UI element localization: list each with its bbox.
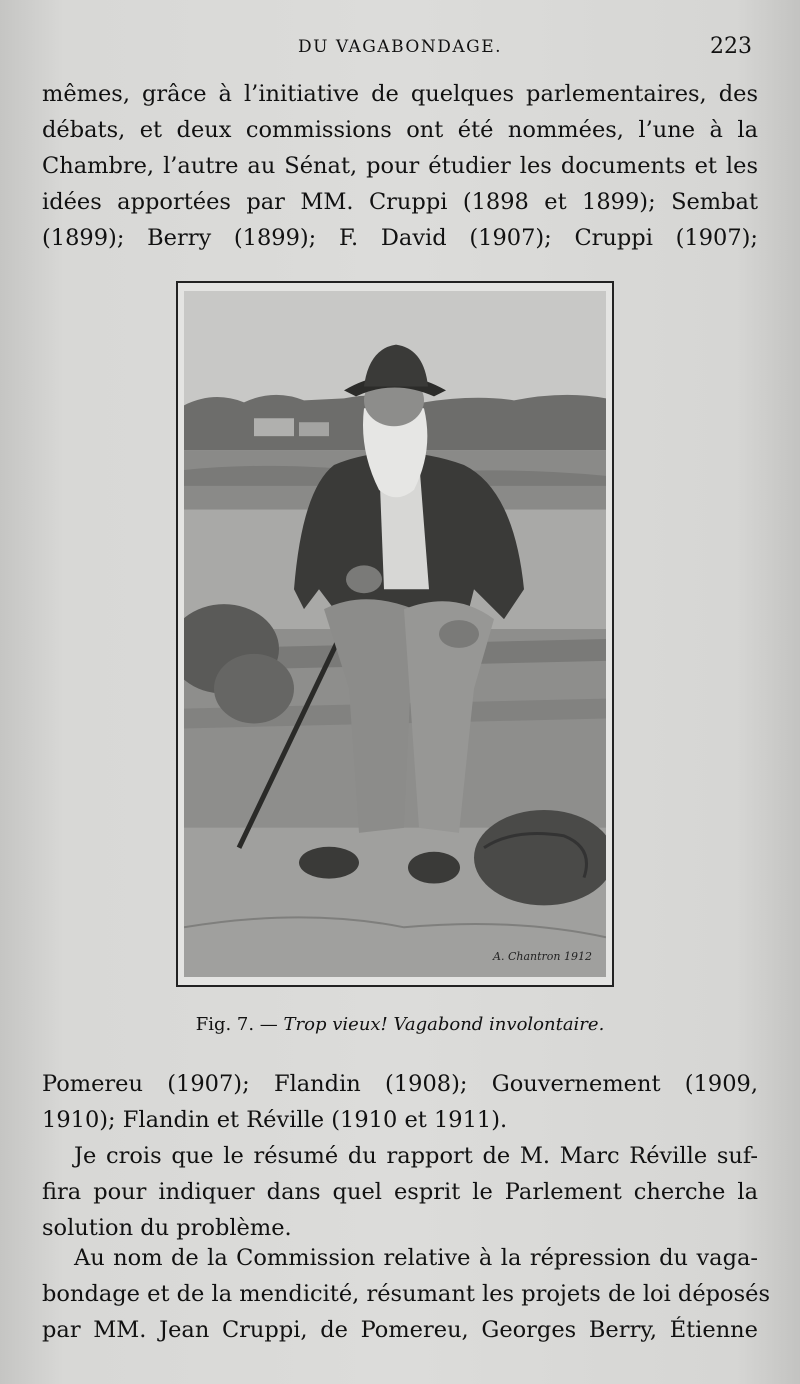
page-number: 223 bbox=[710, 34, 752, 59]
text-line: bondage et de la mendicité, résumant les projets de loi déposés bbox=[42, 1281, 770, 1307]
bottom-paragraph-1 bbox=[42, 1066, 758, 1138]
bottom-paragraph-2 bbox=[42, 1138, 758, 1246]
figure-caption bbox=[0, 1014, 800, 1035]
text-line: fira pour indiquer dans quel esprit le Parlement cherche la bbox=[42, 1179, 758, 1205]
text-line: Pomereu (1907); Flandin (1908); Gouvernement (1909, bbox=[42, 1071, 758, 1097]
bottom-paragraph-3 bbox=[42, 1240, 770, 1348]
vagabond-illustration bbox=[184, 291, 606, 977]
caption-prefix: Fig. 7. — bbox=[195, 1014, 284, 1035]
text-line: Je crois que le résumé du rapport de M. Marc Réville suf- bbox=[74, 1143, 758, 1169]
text-line: Au nom de la Commission relative à la répression du vaga- bbox=[74, 1245, 758, 1271]
text-line: débats, et deux commissions ont été nommées, l’une à la bbox=[42, 117, 758, 143]
top-paragraph bbox=[42, 76, 758, 256]
text-line: 1910); Flandin et Réville (1910 et 1911). bbox=[42, 1107, 508, 1133]
running-title: DU VAGABONDAGE. bbox=[297, 37, 503, 57]
text-line: (1899); Berry (1899); F. David (1907); Cruppi (1907); bbox=[42, 225, 758, 251]
engraving-image bbox=[184, 291, 606, 977]
text-line: mêmes, grâce à l’initiative de quelques parlementaires, des bbox=[42, 81, 758, 107]
artist-signature: A. Chantron 1912 bbox=[493, 950, 592, 963]
figure-frame bbox=[176, 281, 614, 987]
text-line: Chambre, l’autre au Sénat, pour étudier les documents et les bbox=[42, 153, 758, 179]
text-line: par MM. Jean Cruppi, de Pomereu, Georges Berry, Étienne bbox=[42, 1317, 758, 1343]
caption-text: Trop vieux! Vagabond involontaire. bbox=[283, 1014, 605, 1035]
text-line: idées apportées par MM. Cruppi (1898 et 1899); Sembat bbox=[42, 189, 758, 215]
text-line: solution du problème. bbox=[42, 1215, 292, 1241]
